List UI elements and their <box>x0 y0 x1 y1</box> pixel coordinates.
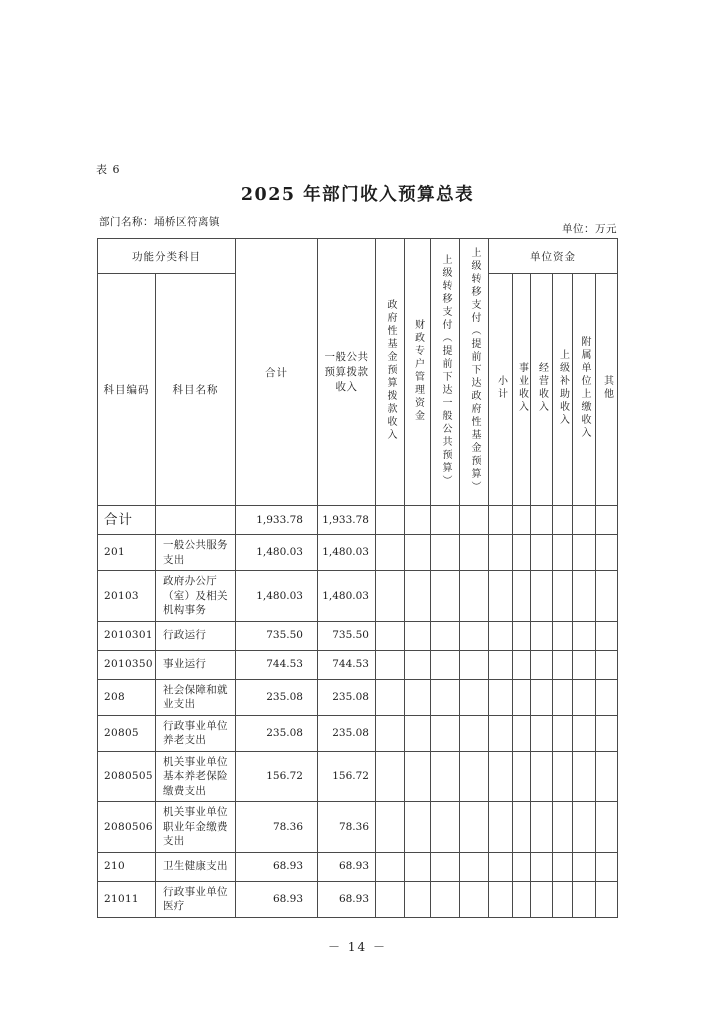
cell-subject-code: 2010301 <box>98 621 156 650</box>
cell-empty <box>376 650 405 679</box>
cell-empty <box>596 679 618 715</box>
cell-empty <box>531 751 553 802</box>
cell-empty <box>513 571 531 622</box>
cell-empty <box>460 506 489 535</box>
cell-empty <box>431 802 460 853</box>
cell-empty <box>596 852 618 881</box>
cell-empty <box>460 535 489 571</box>
cell-empty <box>431 650 460 679</box>
cell-empty <box>376 802 405 853</box>
cell-empty <box>489 571 513 622</box>
department-name: 部门名称：埇桥区符离镇 <box>99 216 220 228</box>
cell-empty <box>405 571 431 622</box>
cell-empty <box>405 621 431 650</box>
cell-empty <box>489 535 513 571</box>
cell-empty <box>553 679 573 715</box>
cell-empty <box>531 852 553 881</box>
header-transfer-general: 上级转移支付（提前下达一般公共预算） <box>431 239 460 506</box>
cell-total: 156.72 <box>236 751 318 802</box>
cell-empty <box>531 571 553 622</box>
cell-general-public-budget: 1,480.03 <box>318 535 376 571</box>
cell-empty <box>513 621 531 650</box>
cell-empty <box>553 852 573 881</box>
cell-empty <box>376 535 405 571</box>
cell-empty <box>489 621 513 650</box>
cell-empty <box>553 650 573 679</box>
cell-empty <box>573 715 596 751</box>
cell-total: 68.93 <box>236 852 318 881</box>
cell-empty <box>513 751 531 802</box>
cell-empty <box>553 751 573 802</box>
cell-empty <box>376 506 405 535</box>
cell-empty <box>596 621 618 650</box>
cell-subject-code: 208 <box>98 679 156 715</box>
cell-subject-code: 2080505 <box>98 751 156 802</box>
cell-empty <box>553 715 573 751</box>
cell-general-public-budget: 1,480.03 <box>318 571 376 622</box>
cell-general-public-budget: 235.08 <box>318 715 376 751</box>
cell-general-public-budget: 156.72 <box>318 751 376 802</box>
cell-empty <box>513 506 531 535</box>
cell-subject-name: 机关事业单位职业年金缴费支出 <box>156 802 236 853</box>
table-row <box>98 802 618 853</box>
cell-subject-code: 20805 <box>98 715 156 751</box>
cell-empty <box>489 715 513 751</box>
cell-subject-name: 行政事业单位养老支出 <box>156 715 236 751</box>
cell-empty <box>489 650 513 679</box>
cell-total: 1,480.03 <box>236 571 318 622</box>
cell-empty <box>513 852 531 881</box>
cell-empty <box>573 751 596 802</box>
cell-empty <box>460 621 489 650</box>
cell-empty <box>553 881 573 917</box>
cell-total: 235.08 <box>236 715 318 751</box>
cell-total: 78.36 <box>236 802 318 853</box>
header-superior-subsidy: 上级补助收入 <box>553 274 573 506</box>
cell-empty <box>489 679 513 715</box>
cell-empty <box>531 881 553 917</box>
cell-empty <box>376 881 405 917</box>
header-unit-funds-group: 单位资金 <box>489 239 618 274</box>
cell-subject-name: 行政事业单位医疗 <box>156 881 236 917</box>
cell-empty <box>460 751 489 802</box>
cell-subject-code: 201 <box>98 535 156 571</box>
cell-empty <box>405 802 431 853</box>
cell-empty <box>513 679 531 715</box>
cell-subject-name: 行政运行 <box>156 621 236 650</box>
cell-empty <box>596 571 618 622</box>
header-subtotal: 小计 <box>489 274 513 506</box>
table-row <box>98 881 618 917</box>
cell-empty <box>531 679 553 715</box>
cell-empty <box>553 571 573 622</box>
cell-empty <box>489 506 513 535</box>
cell-subject-name: 一般公共服务支出 <box>156 535 236 571</box>
cell-empty <box>460 571 489 622</box>
table-label: 表 6 <box>96 163 121 176</box>
cell-empty <box>573 852 596 881</box>
cell-empty <box>405 535 431 571</box>
table-row <box>98 852 618 881</box>
cell-empty <box>573 679 596 715</box>
cell-empty <box>553 621 573 650</box>
cell-empty <box>596 650 618 679</box>
cell-subject-name <box>156 506 236 535</box>
header-fiscal-account: 财政专户管理资金 <box>405 239 431 506</box>
table-row <box>98 715 618 751</box>
cell-subject-name: 卫生健康支出 <box>156 852 236 881</box>
cell-empty <box>460 715 489 751</box>
cell-empty <box>376 852 405 881</box>
header-operating-income: 经营收入 <box>531 274 553 506</box>
cell-total: 744.53 <box>236 650 318 679</box>
cell-empty <box>573 506 596 535</box>
cell-subject-name: 机关事业单位基本养老保险缴费支出 <box>156 751 236 802</box>
cell-empty <box>596 715 618 751</box>
cell-general-public-budget: 68.93 <box>318 881 376 917</box>
cell-general-public-budget: 735.50 <box>318 621 376 650</box>
cell-empty <box>531 715 553 751</box>
header-subject-code: 科目编码 <box>98 274 156 506</box>
cell-subject-name: 政府办公厅（室）及相关机构事务 <box>156 571 236 622</box>
cell-empty <box>596 506 618 535</box>
cell-empty <box>460 802 489 853</box>
header-business-income: 事业收入 <box>513 274 531 506</box>
cell-empty <box>573 650 596 679</box>
cell-empty <box>431 881 460 917</box>
cell-empty <box>460 650 489 679</box>
cell-subject-code: 2010350 <box>98 650 156 679</box>
cell-empty <box>405 881 431 917</box>
cell-empty <box>489 751 513 802</box>
cell-empty <box>489 802 513 853</box>
cell-empty <box>405 679 431 715</box>
cell-general-public-budget: 78.36 <box>318 802 376 853</box>
header-transfer-fund: 上级转移支付（提前下达政府性基金预算） <box>460 239 489 506</box>
cell-empty <box>573 802 596 853</box>
cell-empty <box>531 535 553 571</box>
cell-empty <box>596 751 618 802</box>
cell-empty <box>513 715 531 751</box>
cell-empty <box>431 715 460 751</box>
table-body <box>98 506 618 918</box>
table-row <box>98 650 618 679</box>
cell-empty <box>431 852 460 881</box>
cell-empty <box>553 802 573 853</box>
cell-empty <box>405 751 431 802</box>
cell-subject-code: 210 <box>98 852 156 881</box>
cell-general-public-budget: 68.93 <box>318 852 376 881</box>
cell-empty <box>431 506 460 535</box>
cell-empty <box>431 621 460 650</box>
cell-empty <box>531 802 553 853</box>
cell-empty <box>431 751 460 802</box>
cell-subject-code: 20103 <box>98 571 156 622</box>
cell-empty <box>460 679 489 715</box>
cell-empty <box>573 621 596 650</box>
header-general-public: 一般公共预算拨款收入 <box>318 239 376 506</box>
cell-empty <box>573 881 596 917</box>
cell-general-public-budget: 235.08 <box>318 679 376 715</box>
cell-empty <box>531 621 553 650</box>
cell-empty <box>431 679 460 715</box>
cell-empty <box>460 881 489 917</box>
cell-empty <box>376 715 405 751</box>
table-row <box>98 751 618 802</box>
cell-empty <box>513 881 531 917</box>
cell-empty <box>405 650 431 679</box>
cell-empty <box>431 535 460 571</box>
header-total: 合计 <box>236 239 318 506</box>
cell-total: 68.93 <box>236 881 318 917</box>
cell-general-public-budget: 1,933.78 <box>318 506 376 535</box>
cell-total: 735.50 <box>236 621 318 650</box>
page-number: － 14 － <box>328 940 387 954</box>
cell-subject-code: 合计 <box>98 506 156 535</box>
table-row <box>98 621 618 650</box>
header-other: 其他 <box>596 274 618 506</box>
cell-subject-code: 2080506 <box>98 802 156 853</box>
cell-empty <box>513 535 531 571</box>
cell-empty <box>489 852 513 881</box>
cell-empty <box>596 535 618 571</box>
cell-empty <box>376 571 405 622</box>
cell-empty <box>489 881 513 917</box>
header-gov-fund: 政府性基金预算拨款收入 <box>376 239 405 506</box>
table-row <box>98 506 618 535</box>
page-title: 2025 年部门收入预算总表 <box>240 185 475 205</box>
table-row <box>98 571 618 622</box>
budget-table <box>97 238 618 918</box>
cell-empty <box>553 535 573 571</box>
cell-empty <box>405 506 431 535</box>
cell-empty <box>553 506 573 535</box>
cell-subject-name: 事业运行 <box>156 650 236 679</box>
cell-empty <box>596 802 618 853</box>
cell-empty <box>405 715 431 751</box>
header-func-group: 功能分类科目 <box>98 239 236 274</box>
cell-empty <box>531 506 553 535</box>
cell-subject-name: 社会保障和就业支出 <box>156 679 236 715</box>
cell-empty <box>376 679 405 715</box>
cell-empty <box>596 881 618 917</box>
cell-empty <box>405 852 431 881</box>
cell-total: 1,933.78 <box>236 506 318 535</box>
cell-general-public-budget: 744.53 <box>318 650 376 679</box>
table-row <box>98 535 618 571</box>
cell-empty <box>376 751 405 802</box>
cell-total: 1,480.03 <box>236 535 318 571</box>
cell-subject-code: 21011 <box>98 881 156 917</box>
cell-empty <box>531 650 553 679</box>
cell-empty <box>460 852 489 881</box>
table-row <box>98 679 618 715</box>
cell-empty <box>573 571 596 622</box>
cell-empty <box>573 535 596 571</box>
header-subject-name: 科目名称 <box>156 274 236 506</box>
header-affiliated-remit: 附属单位上缴收入 <box>573 274 596 506</box>
unit-label: 单位：万元 <box>562 223 617 235</box>
cell-empty <box>513 650 531 679</box>
cell-empty <box>513 802 531 853</box>
cell-empty <box>376 621 405 650</box>
cell-empty <box>431 571 460 622</box>
cell-total: 235.08 <box>236 679 318 715</box>
